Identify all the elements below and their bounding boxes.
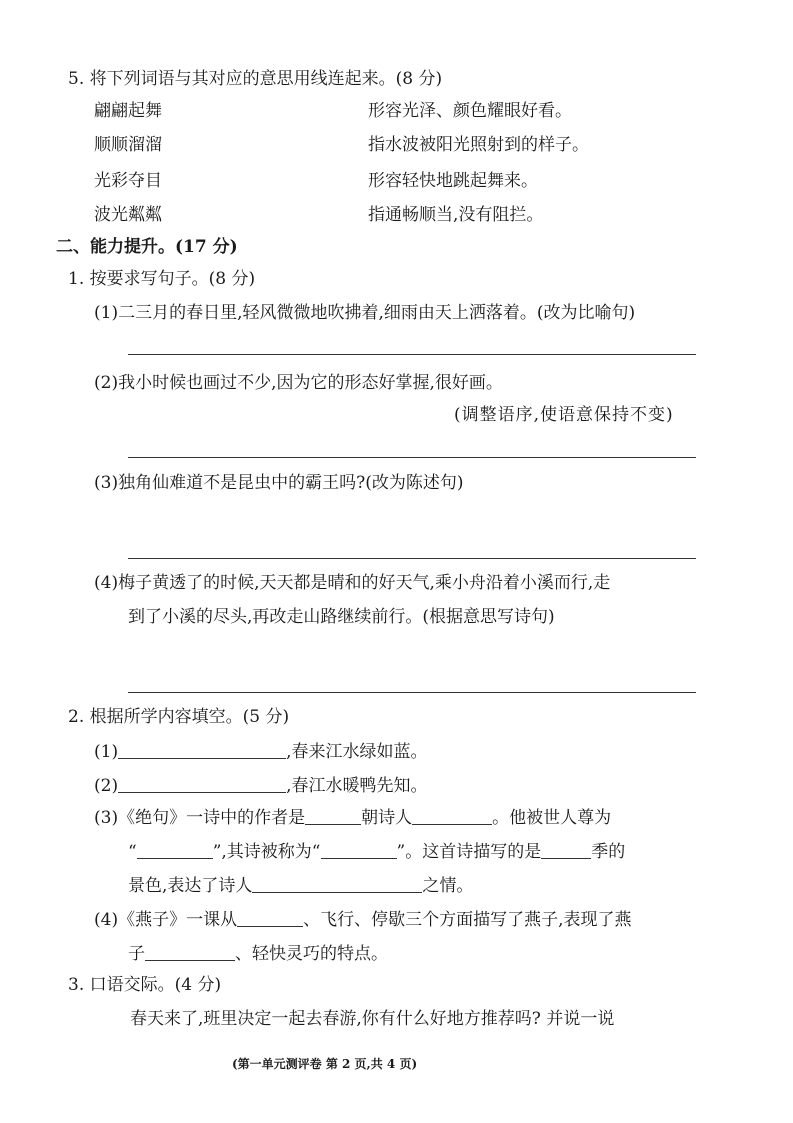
blank-2[interactable] — [118, 774, 286, 793]
s2-line-1-num: (1) — [94, 742, 119, 762]
s2-line-3b-part-b: ”,其诗被称为“ — [212, 842, 321, 862]
s2-line-3-part-a: (3)《绝句》一诗中的作者是 — [94, 808, 306, 828]
s2-line-2 — [94, 774, 428, 797]
s2-line-4b — [128, 942, 388, 965]
s2-line-3c-part-a: 景色,表达了诗人 — [128, 876, 253, 896]
blank-poetry-name[interactable] — [321, 840, 397, 859]
s2-line-2-tail: ,春江水暖鸭先知。 — [286, 776, 428, 796]
s2-line-4b-part-a: 子 — [128, 944, 145, 964]
s2-line-4 — [94, 908, 632, 931]
q5-left-1: 翩翩起舞 — [94, 101, 162, 121]
s2-line-3b-part-a: “ — [128, 842, 137, 862]
blank-aspect[interactable] — [237, 908, 303, 927]
s2-line-3b — [128, 840, 625, 863]
blank-1[interactable] — [118, 740, 286, 759]
s1-item-2-instruction: (调整语序,使语意保持不变) — [454, 405, 674, 425]
answer-line-1[interactable] — [128, 354, 696, 355]
s2-line-3-part-b: 朝诗人 — [361, 808, 413, 828]
s2-line-4-part-b: 、飞行、停歇三个方面描写了燕子,表现了燕 — [303, 910, 632, 930]
s1-item-4-line2: 到了小溪的尽头,再改走山路继续前行。(根据意思写诗句) — [128, 607, 555, 627]
s2-title: 2. 根据所学内容填空。(5 分) — [68, 707, 290, 727]
section-2-title: 二、能力提升。(17 分) — [56, 237, 238, 257]
q5-right-2: 指水波被阳光照射到的样子。 — [368, 135, 589, 155]
answer-line-2[interactable] — [128, 457, 696, 458]
blank-season[interactable] — [541, 840, 591, 859]
answer-line-3[interactable] — [128, 558, 696, 559]
s1-item-2: (2)我小时候也画过不少,因为它的形态好掌握,很好画。 — [94, 373, 503, 393]
page-footer: (第一单元测评卷 第 2 页,共 4 页) — [232, 1057, 418, 1071]
s2-line-4b-part-b: 、轻快灵巧的特点。 — [235, 944, 388, 964]
s2-line-3b-part-d: 季的 — [591, 842, 626, 862]
q5-right-4: 指通畅顺当,没有阻拦。 — [368, 205, 544, 225]
s1-title: 1. 按要求写句子。(8 分) — [68, 269, 256, 289]
q5-title: 5. 将下列词语与其对应的意思用线连起来。(8 分) — [68, 69, 443, 89]
blank-title[interactable] — [137, 840, 213, 859]
s2-line-1-tail: ,春来江水绿如蓝。 — [286, 742, 428, 762]
blank-poet[interactable] — [412, 806, 492, 825]
s1-item-4-line1: (4)梅子黄透了的时候,天天都是晴和的好天气,乘小舟沿着小溪而行,走 — [94, 573, 611, 593]
s2-line-3c — [128, 874, 473, 897]
s2-line-3-part-c: 。他被世人尊为 — [492, 808, 612, 828]
blank-feeling[interactable] — [252, 874, 422, 893]
s2-line-4-part-a: (4)《燕子》一课从 — [94, 910, 238, 930]
q5-left-3: 光彩夺目 — [94, 171, 162, 191]
s2-line-3 — [94, 806, 611, 829]
q5-left-2: 顺顺溜溜 — [94, 135, 162, 155]
s1-item-1: (1)二三月的春日里,轻风微微地吹拂着,细雨由天上洒落着。(改为比喻句) — [94, 303, 636, 323]
s2-line-1 — [94, 740, 428, 763]
blank-trait[interactable] — [145, 942, 235, 961]
blank-dynasty[interactable] — [305, 806, 361, 825]
s2-line-3c-part-b: 之情。 — [422, 876, 474, 896]
s2-line-2-num: (2) — [94, 776, 119, 796]
s3-title: 3. 口语交际。(4 分) — [68, 975, 222, 995]
q5-right-1: 形容光泽、颜色耀眼好看。 — [368, 101, 572, 121]
answer-line-4[interactable] — [128, 692, 696, 693]
s1-item-3: (3)独角仙难道不是昆虫中的霸王吗?(改为陈述句) — [94, 473, 464, 493]
s2-line-3b-part-c: ”。这首诗描写的是 — [396, 842, 542, 862]
s3-line-1: 春天来了,班里决定一起去春游,你有什么好地方推荐吗? 并说一说 — [130, 1009, 615, 1029]
q5-right-3: 形容轻快地跳起舞来。 — [368, 171, 538, 191]
q5-left-4: 波光粼粼 — [94, 205, 162, 225]
